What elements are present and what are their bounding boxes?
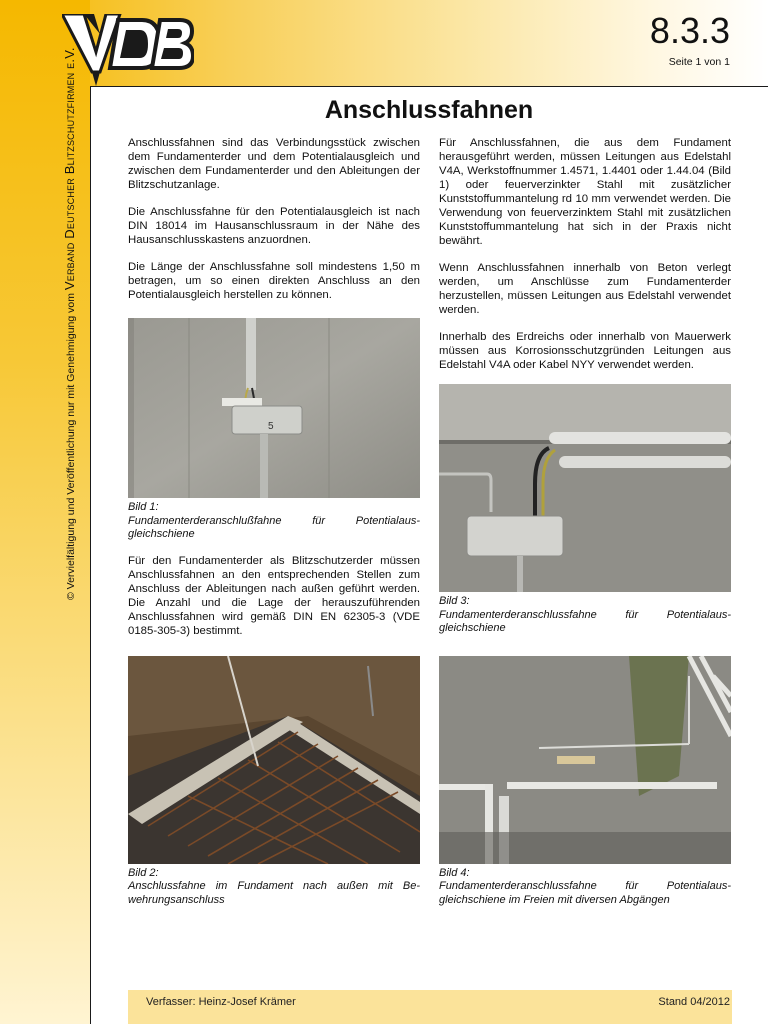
- figure-1-caption: Bild 1: Fundamenterderanschlußfahne für Potentialaus-gleichschiene: [128, 501, 420, 540]
- paragraph: Wenn Anschlussfahnen innerhalb von Beton verlegt werden, um Anschlüsse zum Fundamenterder herzustellen, müssen Leitungen aus Edelstahl verwendet werden.: [439, 262, 731, 316]
- paragraph: Die Anschlussfahne für den Potentialausgleich ist nach DIN 18014 im Hausanschlussraum in der Nähe des Hausanschlusskastens anzuordnen.: [128, 206, 420, 246]
- sidebar-divider: [90, 86, 91, 1024]
- copyright-notice: [62, 47, 77, 600]
- footer: [128, 990, 732, 1024]
- figure-2-photo: [128, 656, 420, 864]
- right-column: [439, 136, 731, 919]
- paragraph: Für Anschlussfahnen, die aus dem Fundament herausgeführt werden, müssen Leitungen aus Edelstahl V4A, Werkstoffnummer 1.4571, 1.4401 oder 1.44.04 (Bild 1) oder feuerverzinkter Stahl mit zusätzlicher Kunststoffummantelung rd 10 mm verwendet werden. Die Verwendung von feuerverzinktem Stahl mit zusätzlichen Kunststoffummantelung hat sich in der Praxis nicht bewährt.: [439, 137, 731, 247]
- copyright-text: © Vervielfältigung und Veröffentlichung nur mit Genehmigung vom: [65, 293, 77, 600]
- paragraph: Für den Fundamenterder als Blitzschutzerder müssen Anschlussfahnen an den entsprechenden Stellen zum Anschluss der Ableitungen nach außen geführt werden. Die Anzahl und die Lage der herauszuführenden Anschlussfahnen wird gemäß DIN EN 62305-3 (VDE 0185-305-3) bestimmt.: [128, 554, 420, 637]
- figure-3-caption: Bild 3: Fundamenterderanschlussfahne für Potentialaus-gleichschiene: [439, 595, 731, 634]
- figure-2-caption: Bild 2: Anschlussfahne im Fundament nach außen mit Be-wehrungsanschluss: [128, 866, 420, 906]
- figure-4-photo: [439, 656, 731, 864]
- org-name: Verband Deutscher Blitzschutzfirmen e.V.: [62, 47, 77, 291]
- paragraph: Die Länge der Anschlussfahne soll mindestens 1,50 m betragen, um so einen direkten Anschluss an den Potentialausgleich herstellen zu können.: [128, 261, 420, 301]
- paragraph: Anschlussfahnen sind das Verbindungsstück zwischen dem Fundamenterder und dem Potentialausgleich und zwischen dem Fundamenterder und den Ableitungen der Blitzschutzanlage.: [128, 137, 420, 191]
- paragraph: Innerhalb des Erdreichs oder innerhalb von Mauerwerk müssen aus Korrosionsschutzgründen Leitungen aus Edelstahl V4A oder Kabel NYY verwendet werden.: [439, 331, 731, 371]
- header-divider: [90, 86, 768, 87]
- figure-3-photo: [439, 384, 731, 592]
- figure-4-caption: Bild 4: Fundamenterderanschlussfahne für Potentialaus-gleichschiene im Freien mit diversen Abgängen: [439, 866, 731, 906]
- left-column: [128, 136, 420, 919]
- page-info: Seite 1 von 1: [668, 56, 730, 68]
- footer-date: Stand 04/2012: [658, 996, 730, 1008]
- footer-author: Verfasser: Heinz-Josef Krämer: [146, 996, 296, 1008]
- page-title: Anschlussfahnen: [324, 96, 534, 124]
- figure-1-photo: [128, 318, 420, 498]
- vdb-logo: [62, 14, 194, 86]
- section-number: 8.3.3: [649, 10, 730, 51]
- figure-1-box-label: 5: [268, 421, 274, 432]
